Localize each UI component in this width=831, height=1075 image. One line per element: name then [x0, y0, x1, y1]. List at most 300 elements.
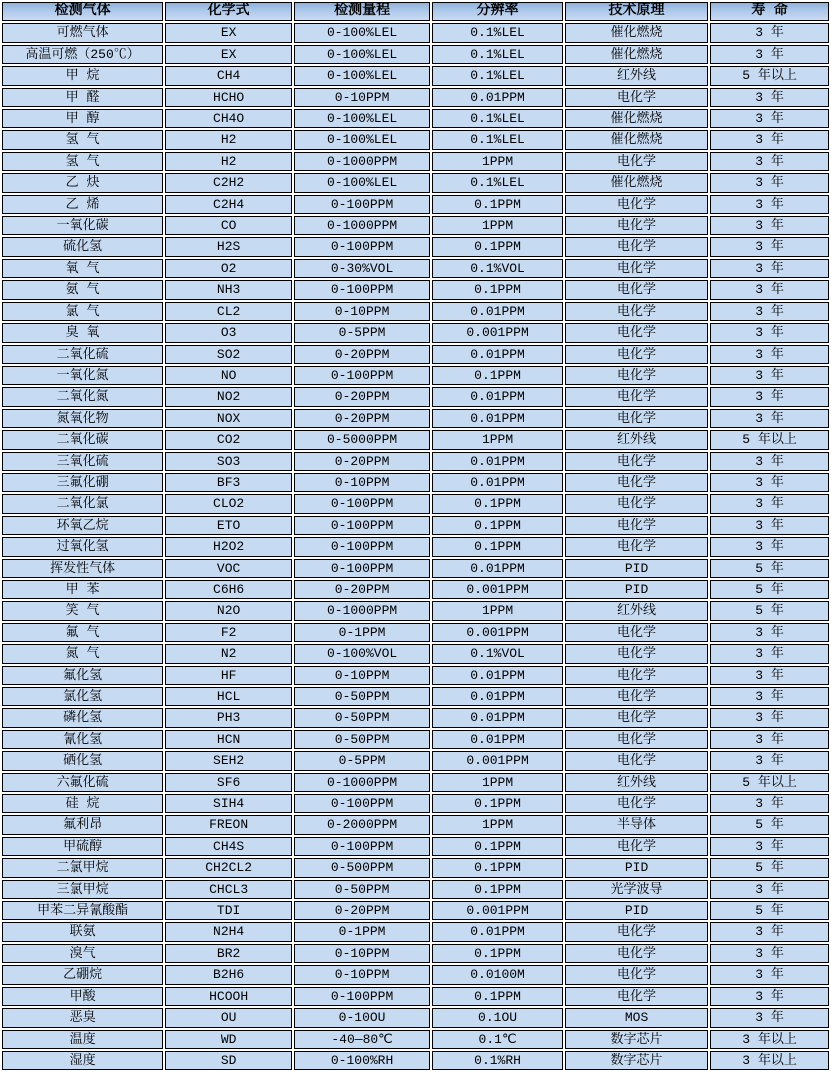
cell-resolution: 0.001PPM [432, 323, 563, 342]
cell-resolution: 0.1PPM [432, 944, 563, 963]
cell-gas: 一氧化碳 [2, 216, 163, 235]
cell-resolution: 0.1PPM [432, 366, 563, 385]
table-row [2, 387, 829, 406]
cell-formula: CH4O [165, 109, 292, 128]
cell-range: 0-500PPM [294, 858, 430, 877]
cell-resolution: 0.01PPM [432, 302, 563, 321]
table-row [2, 580, 829, 599]
cell-formula: H2 [165, 152, 292, 171]
cell-range: 0-5PPM [294, 323, 430, 342]
cell-gas: 氢 气 [2, 152, 163, 171]
cell-gas: 氰化氢 [2, 730, 163, 749]
cell-formula: CL2 [165, 302, 292, 321]
cell-principle: 电化学 [565, 794, 708, 813]
cell-formula: WD [165, 1030, 292, 1049]
cell-resolution: 0.01PPM [432, 687, 563, 706]
cell-lifespan: 5 年以上 [710, 66, 829, 85]
header-cell-formula: 化学式 [165, 2, 292, 21]
cell-resolution: 0.1%LEL [432, 173, 563, 192]
cell-gas: 环氧乙烷 [2, 516, 163, 535]
cell-principle: 电化学 [565, 237, 708, 256]
cell-range: 0-10PPM [294, 473, 430, 492]
cell-range: 0-100PPM [294, 794, 430, 813]
cell-formula: SF6 [165, 773, 292, 792]
table-header-row [2, 2, 829, 21]
cell-gas: 氮氧化物 [2, 409, 163, 428]
cell-formula: C6H6 [165, 580, 292, 599]
cell-range: 0-100%RH [294, 1051, 430, 1070]
cell-lifespan: 3 年 [710, 494, 829, 513]
cell-lifespan: 5 年以上 [710, 430, 829, 449]
cell-lifespan: 3 年 [710, 987, 829, 1006]
cell-formula: CO [165, 216, 292, 235]
cell-principle: 电化学 [565, 259, 708, 278]
cell-resolution: 0.01PPM [432, 666, 563, 685]
cell-principle: PID [565, 901, 708, 920]
cell-lifespan: 3 年 [710, 751, 829, 770]
cell-formula: FREON [165, 815, 292, 834]
cell-formula: HF [165, 666, 292, 685]
cell-formula: CHCL3 [165, 880, 292, 899]
cell-principle: 电化学 [565, 730, 708, 749]
cell-resolution: 0.1PPM [432, 987, 563, 1006]
cell-lifespan: 3 年 [710, 280, 829, 299]
cell-formula: TDI [165, 901, 292, 920]
cell-range: 0-100PPM [294, 837, 430, 856]
cell-principle: 电化学 [565, 494, 708, 513]
cell-principle: 数字芯片 [565, 1030, 708, 1049]
cell-principle: 红外线 [565, 601, 708, 620]
cell-principle: 红外线 [565, 66, 708, 85]
cell-lifespan: 3 年 [710, 666, 829, 685]
cell-lifespan: 3 年 [710, 880, 829, 899]
cell-range: 0-100%LEL [294, 130, 430, 149]
cell-resolution: 0.1PPM [432, 195, 563, 214]
cell-range: 0-50PPM [294, 687, 430, 706]
cell-range: -40—80℃ [294, 1030, 430, 1049]
cell-resolution: 0.01PPM [432, 473, 563, 492]
cell-lifespan: 3 年 [710, 537, 829, 556]
cell-gas: 温度 [2, 1030, 163, 1049]
cell-range: 0-100PPM [294, 559, 430, 578]
cell-lifespan: 3 年 [710, 516, 829, 535]
cell-formula: SD [165, 1051, 292, 1070]
cell-lifespan: 3 年 [710, 473, 829, 492]
cell-resolution: 0.1%LEL [432, 109, 563, 128]
cell-resolution: 0.1%VOL [432, 644, 563, 663]
cell-formula: H2S [165, 237, 292, 256]
cell-gas: 二氧化氮 [2, 387, 163, 406]
table-row [2, 1030, 829, 1049]
cell-resolution: 0.1PPM [432, 516, 563, 535]
cell-lifespan: 5 年 [710, 601, 829, 620]
cell-gas: 三氟化硼 [2, 473, 163, 492]
cell-lifespan: 3 年 [710, 366, 829, 385]
cell-principle: 电化学 [565, 216, 708, 235]
cell-gas: 挥发性气体 [2, 559, 163, 578]
cell-gas: 乙 烯 [2, 195, 163, 214]
table-row [2, 195, 829, 214]
cell-principle: 电化学 [565, 452, 708, 471]
cell-range: 0-50PPM [294, 708, 430, 727]
table-row [2, 452, 829, 471]
cell-range: 0-100%LEL [294, 45, 430, 64]
cell-range: 0-50PPM [294, 880, 430, 899]
cell-lifespan: 3 年 [710, 259, 829, 278]
cell-lifespan: 3 年 [710, 216, 829, 235]
cell-formula: OU [165, 1008, 292, 1027]
cell-lifespan: 3 年 [710, 152, 829, 171]
cell-formula: EX [165, 23, 292, 42]
cell-lifespan: 3 年 [710, 922, 829, 941]
cell-gas: 氟 气 [2, 623, 163, 642]
cell-range: 0-5PPM [294, 751, 430, 770]
cell-principle: 电化学 [565, 708, 708, 727]
cell-resolution: 0.1PPM [432, 280, 563, 299]
cell-resolution: 0.01PPM [432, 88, 563, 107]
cell-resolution: 0.1%LEL [432, 45, 563, 64]
header-cell-lifespan: 寿 命 [710, 2, 829, 21]
cell-range: 0-20PPM [294, 387, 430, 406]
cell-lifespan: 5 年 [710, 580, 829, 599]
cell-principle: 电化学 [565, 644, 708, 663]
cell-formula: O3 [165, 323, 292, 342]
cell-gas: 硒化氢 [2, 751, 163, 770]
cell-principle: 电化学 [565, 323, 708, 342]
cell-lifespan: 3 年 [710, 452, 829, 471]
cell-principle: 电化学 [565, 751, 708, 770]
cell-lifespan: 5 年 [710, 901, 829, 920]
table-row [2, 345, 829, 364]
table-row [2, 366, 829, 385]
cell-range: 0-1PPM [294, 922, 430, 941]
cell-resolution: 1PPM [432, 152, 563, 171]
cell-gas: 联氨 [2, 922, 163, 941]
cell-resolution: 0.01PPM [432, 452, 563, 471]
cell-gas: 硫化氢 [2, 237, 163, 256]
cell-lifespan: 5 年 [710, 815, 829, 834]
cell-principle: 电化学 [565, 944, 708, 963]
cell-principle: 电化学 [565, 302, 708, 321]
table-row [2, 430, 829, 449]
cell-range: 0-100PPM [294, 516, 430, 535]
cell-gas: 氟利昂 [2, 815, 163, 834]
cell-gas: 氯 气 [2, 302, 163, 321]
cell-resolution: 1PPM [432, 216, 563, 235]
cell-gas: 乙硼烷 [2, 965, 163, 984]
table-row [2, 858, 829, 877]
cell-principle: 催化燃烧 [565, 109, 708, 128]
cell-resolution: 1PPM [432, 601, 563, 620]
table-row [2, 751, 829, 770]
table-row [2, 1008, 829, 1027]
cell-resolution: 0.1PPM [432, 880, 563, 899]
cell-gas: 高温可燃（250℃） [2, 45, 163, 64]
cell-range: 0-100PPM [294, 537, 430, 556]
table-row [2, 623, 829, 642]
cell-lifespan: 3 年 [710, 345, 829, 364]
cell-range: 0-1000PPM [294, 601, 430, 620]
cell-gas: 溴气 [2, 944, 163, 963]
cell-gas: 甲 醇 [2, 109, 163, 128]
cell-range: 0-100PPM [294, 280, 430, 299]
cell-formula: BR2 [165, 944, 292, 963]
table-row [2, 922, 829, 941]
cell-resolution: 0.01PPM [432, 345, 563, 364]
cell-resolution: 0.1℃ [432, 1030, 563, 1049]
cell-range: 0-2000PPM [294, 815, 430, 834]
cell-range: 0-1000PPM [294, 216, 430, 235]
cell-range: 0-20PPM [294, 409, 430, 428]
cell-range: 0-100%LEL [294, 109, 430, 128]
cell-lifespan: 3 年 [710, 730, 829, 749]
cell-resolution: 0.1%LEL [432, 66, 563, 85]
cell-lifespan: 3 年 [710, 944, 829, 963]
cell-lifespan: 3 年以上 [710, 1051, 829, 1070]
cell-resolution: 0.1PPM [432, 858, 563, 877]
cell-gas: 甲 烷 [2, 66, 163, 85]
cell-lifespan: 3 年以上 [710, 1030, 829, 1049]
cell-principle: 电化学 [565, 965, 708, 984]
cell-range: 0-1000PPM [294, 152, 430, 171]
table-row [2, 109, 829, 128]
table-row [2, 45, 829, 64]
cell-principle: 电化学 [565, 516, 708, 535]
cell-gas: 恶臭 [2, 1008, 163, 1027]
cell-formula: SEH2 [165, 751, 292, 770]
cell-formula: EX [165, 45, 292, 64]
cell-range: 0-10OU [294, 1008, 430, 1027]
table-row [2, 216, 829, 235]
cell-resolution: 1PPM [432, 773, 563, 792]
header-cell-gas: 检测气体 [2, 2, 163, 21]
cell-lifespan: 3 年 [710, 965, 829, 984]
cell-formula: H2 [165, 130, 292, 149]
cell-gas: 笑 气 [2, 601, 163, 620]
table-row [2, 773, 829, 792]
cell-gas: 过氧化氢 [2, 537, 163, 556]
cell-resolution: 0.1PPM [432, 837, 563, 856]
cell-lifespan: 3 年 [710, 130, 829, 149]
cell-lifespan: 5 年以上 [710, 773, 829, 792]
cell-resolution: 0.1%VOL [432, 259, 563, 278]
cell-formula: H2O2 [165, 537, 292, 556]
table-row [2, 88, 829, 107]
cell-resolution: 0.1%LEL [432, 130, 563, 149]
cell-lifespan: 3 年 [710, 794, 829, 813]
cell-formula: NOX [165, 409, 292, 428]
cell-range: 0-1PPM [294, 623, 430, 642]
table-row [2, 516, 829, 535]
cell-gas: 甲硫醇 [2, 837, 163, 856]
header-cell-principle: 技术原理 [565, 2, 708, 21]
cell-resolution: 0.001PPM [432, 751, 563, 770]
cell-range: 0-100PPM [294, 366, 430, 385]
cell-principle: 电化学 [565, 366, 708, 385]
cell-gas: 乙 炔 [2, 173, 163, 192]
cell-formula: N2 [165, 644, 292, 663]
cell-gas: 二氯甲烷 [2, 858, 163, 877]
cell-gas: 甲苯二异氰酸酯 [2, 901, 163, 920]
table-row [2, 880, 829, 899]
table-row [2, 323, 829, 342]
cell-gas: 磷化氢 [2, 708, 163, 727]
cell-principle: 电化学 [565, 837, 708, 856]
cell-formula: CH4 [165, 66, 292, 85]
cell-formula: SIH4 [165, 794, 292, 813]
cell-principle: 电化学 [565, 195, 708, 214]
cell-formula: NO [165, 366, 292, 385]
cell-principle: 催化燃烧 [565, 23, 708, 42]
cell-gas: 氨 气 [2, 280, 163, 299]
cell-formula: CH4S [165, 837, 292, 856]
cell-principle: 数字芯片 [565, 1051, 708, 1070]
cell-lifespan: 3 年 [710, 88, 829, 107]
cell-lifespan: 3 年 [710, 837, 829, 856]
table-row [2, 965, 829, 984]
cell-range: 0-100%VOL [294, 644, 430, 663]
cell-gas: 二氧化氯 [2, 494, 163, 513]
cell-formula: SO3 [165, 452, 292, 471]
cell-lifespan: 3 年 [710, 687, 829, 706]
table-row [2, 901, 829, 920]
table-row [2, 409, 829, 428]
table-row [2, 601, 829, 620]
cell-range: 0-100%LEL [294, 23, 430, 42]
cell-range: 0-10PPM [294, 302, 430, 321]
cell-principle: 电化学 [565, 987, 708, 1006]
cell-formula: F2 [165, 623, 292, 642]
cell-range: 0-10PPM [294, 965, 430, 984]
cell-formula: ETO [165, 516, 292, 535]
cell-principle: 电化学 [565, 922, 708, 941]
cell-lifespan: 5 年 [710, 858, 829, 877]
cell-resolution: 0.01PPM [432, 387, 563, 406]
cell-formula: HCL [165, 687, 292, 706]
cell-principle: 催化燃烧 [565, 45, 708, 64]
cell-formula: NO2 [165, 387, 292, 406]
table-row [2, 815, 829, 834]
table-row [2, 987, 829, 1006]
cell-resolution: 0.01PPM [432, 730, 563, 749]
cell-range: 0-10PPM [294, 944, 430, 963]
cell-lifespan: 3 年 [710, 237, 829, 256]
cell-resolution: 0.1%LEL [432, 23, 563, 42]
table-row [2, 559, 829, 578]
cell-lifespan: 3 年 [710, 45, 829, 64]
cell-range: 0-30%VOL [294, 259, 430, 278]
table-row [2, 280, 829, 299]
cell-lifespan: 3 年 [710, 387, 829, 406]
table-row [2, 837, 829, 856]
cell-principle: PID [565, 559, 708, 578]
cell-gas: 湿度 [2, 1051, 163, 1070]
table-row [2, 708, 829, 727]
cell-gas: 氢 气 [2, 130, 163, 149]
cell-gas: 甲 醛 [2, 88, 163, 107]
cell-range: 0-10PPM [294, 666, 430, 685]
cell-resolution: 0.1%RH [432, 1051, 563, 1070]
cell-resolution: 0.01PPM [432, 708, 563, 727]
cell-gas: 二氧化碳 [2, 430, 163, 449]
cell-range: 0-100PPM [294, 987, 430, 1006]
cell-gas: 臭 氧 [2, 323, 163, 342]
header-cell-range: 检测量程 [294, 2, 430, 21]
cell-formula: HCN [165, 730, 292, 749]
cell-principle: MOS [565, 1008, 708, 1027]
cell-resolution: 0.1PPM [432, 537, 563, 556]
cell-range: 0-20PPM [294, 452, 430, 471]
cell-resolution: 1PPM [432, 815, 563, 834]
cell-resolution: 0.001PPM [432, 580, 563, 599]
table-row [2, 152, 829, 171]
cell-lifespan: 3 年 [710, 323, 829, 342]
table-row [2, 173, 829, 192]
cell-resolution: 0.0100M [432, 965, 563, 984]
cell-lifespan: 3 年 [710, 708, 829, 727]
cell-range: 0-1000PPM [294, 773, 430, 792]
cell-gas: 甲酸 [2, 987, 163, 1006]
cell-resolution: 0.1PPM [432, 494, 563, 513]
cell-formula: O2 [165, 259, 292, 278]
cell-formula: VOC [165, 559, 292, 578]
cell-principle: 电化学 [565, 387, 708, 406]
cell-range: 0-100PPM [294, 237, 430, 256]
cell-formula: NH3 [165, 280, 292, 299]
cell-range: 0-20PPM [294, 901, 430, 920]
cell-formula: BF3 [165, 473, 292, 492]
cell-range: 0-20PPM [294, 580, 430, 599]
cell-lifespan: 3 年 [710, 623, 829, 642]
cell-resolution: 0.1PPM [432, 237, 563, 256]
cell-gas: 氧 气 [2, 259, 163, 278]
cell-gas: 六氟化硫 [2, 773, 163, 792]
table-row [2, 666, 829, 685]
cell-range: 0-10PPM [294, 88, 430, 107]
cell-resolution: 0.1OU [432, 1008, 563, 1027]
cell-range: 0-50PPM [294, 730, 430, 749]
table-header [2, 2, 829, 21]
cell-principle: 催化燃烧 [565, 130, 708, 149]
cell-range: 0-100%LEL [294, 66, 430, 85]
cell-gas: 甲 苯 [2, 580, 163, 599]
table-row [2, 644, 829, 663]
table-row [2, 473, 829, 492]
cell-lifespan: 3 年 [710, 302, 829, 321]
table-row [2, 1051, 829, 1070]
cell-formula: C2H4 [165, 195, 292, 214]
cell-principle: 电化学 [565, 687, 708, 706]
cell-formula: HCOOH [165, 987, 292, 1006]
cell-lifespan: 3 年 [710, 644, 829, 663]
table-row [2, 23, 829, 42]
cell-lifespan: 3 年 [710, 109, 829, 128]
table-row [2, 66, 829, 85]
table-row [2, 302, 829, 321]
cell-principle: 催化燃烧 [565, 173, 708, 192]
cell-gas: 三氧化硫 [2, 452, 163, 471]
table-row [2, 794, 829, 813]
cell-range: 0-20PPM [294, 345, 430, 364]
cell-principle: 电化学 [565, 666, 708, 685]
cell-resolution: 0.01PPM [432, 409, 563, 428]
cell-formula: CO2 [165, 430, 292, 449]
table-row [2, 944, 829, 963]
cell-gas: 硅 烷 [2, 794, 163, 813]
cell-principle: 电化学 [565, 537, 708, 556]
cell-formula: N2O [165, 601, 292, 620]
cell-lifespan: 3 年 [710, 1008, 829, 1027]
